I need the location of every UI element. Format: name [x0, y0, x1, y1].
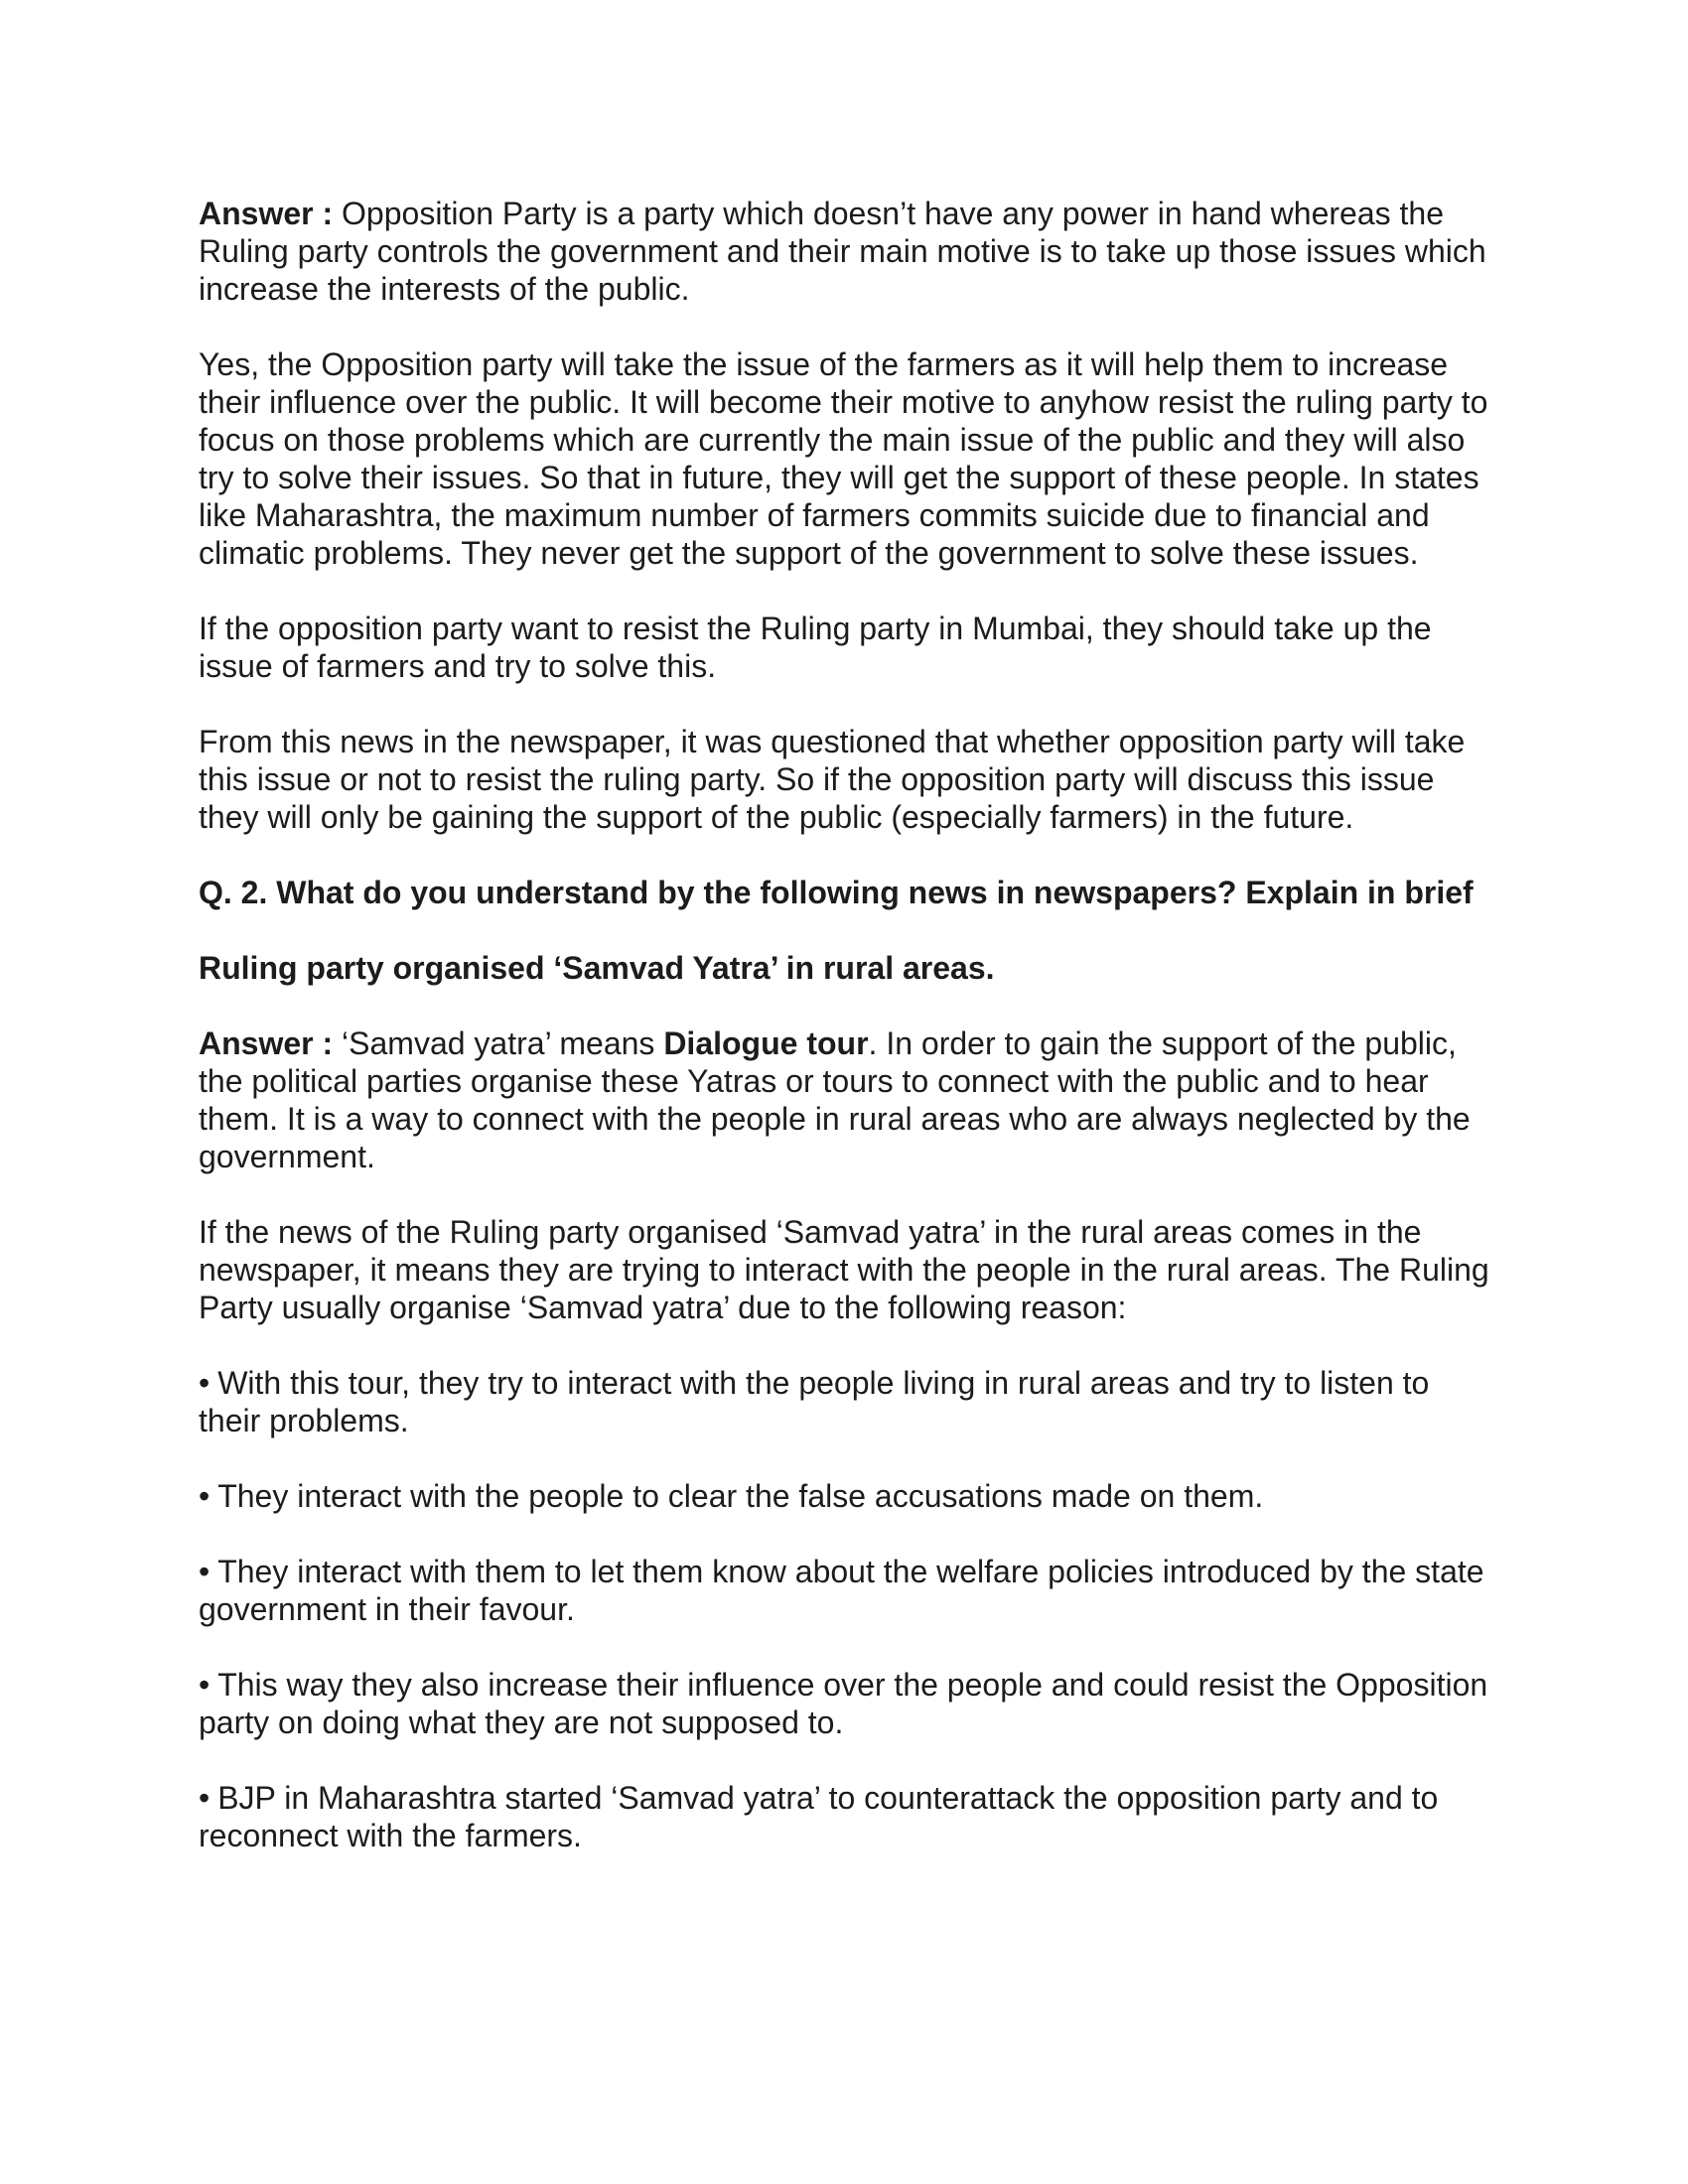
- news-headline: Ruling party organised ‘Samvad Yatra’ in rural areas.: [199, 950, 995, 986]
- bullet-mark: •: [199, 1365, 211, 1401]
- bullet-item: [199, 1477, 1489, 1515]
- bullet-item: [199, 1553, 1489, 1628]
- dialogue-tour-term: Dialogue tour: [663, 1025, 869, 1061]
- answer-2-text-before: ‘Samvad yatra’ means: [333, 1025, 664, 1061]
- bullet-text: They interact with the people to clear the false accusations made on them.: [217, 1478, 1264, 1514]
- bullet-mark: •: [199, 1478, 211, 1514]
- answer-label: Answer :: [199, 1025, 334, 1061]
- bullet-text: With this tour, they try to interact with the people living in rural areas and try to listen to their problems.: [199, 1365, 1430, 1438]
- reason-paragraph: If the news of the Ruling party organised ‘Samvad yatra’ in the rural areas comes in the newspaper, it means they are trying to interact with the people in the rural areas. The Ruling Party usually organise ‘Samvad yatra’ due to the following reason:: [199, 1214, 1489, 1325]
- bullet-mark: •: [199, 1780, 211, 1816]
- bullet-item: [199, 1364, 1489, 1439]
- bullet-text: This way they also increase their influence over the people and could resist the Opposition party on doing what they are not supposed to.: [199, 1667, 1488, 1740]
- answer-label: Answer :: [199, 196, 334, 231]
- document-page: [199, 195, 1489, 1892]
- question-2-heading: Q. 2. What do you understand by the following news in newspapers? Explain in brief: [199, 875, 1474, 910]
- answer-2-text-after: . In order to gain the support of the public, the political parties organise these Yatras or tours to connect with the public and to hear them. It is a way to connect with the people in rural areas who are always neglected by the government.: [199, 1025, 1471, 1174]
- bullet-mark: •: [199, 1554, 211, 1589]
- newspaper-paragraph: From this news in the newspaper, it was questioned that whether opposition party will take this issue or not to resist the ruling party. So if the opposition party will discuss this issue they will only be gaining the support of the public (especially farmers) in the future.: [199, 724, 1466, 835]
- mumbai-paragraph: If the opposition party want to resist the Ruling party in Mumbai, they should take up the issue of farmers and try to solve this.: [199, 611, 1432, 684]
- bullet-item: [199, 1666, 1489, 1741]
- opposition-farmers-paragraph: Yes, the Opposition party will take the issue of the farmers as it will help them to increase their influence over the public. It will become their motive to anyhow resist the ruling party to focus on those problems which are currently the main issue of the public and they will also try to solve their issues. So that in future, they will get the support of these people. In states like Maharashtra, the maximum number of farmers commits suicide due to financial and climatic problems. They never get the support of the government to solve these issues.: [199, 346, 1488, 571]
- bullet-item: [199, 1779, 1489, 1854]
- bullet-text: They interact with them to let them know about the welfare policies introduced by the state government in their favour.: [199, 1554, 1484, 1627]
- bullet-text: BJP in Maharashtra started ‘Samvad yatra’ to counterattack the opposition party and to reconnect with the farmers.: [199, 1780, 1439, 1853]
- answer-1-text: Opposition Party is a party which doesn’t have any power in hand whereas the Ruling party controls the government and their main motive is to take up those issues which increase the interests of the public.: [199, 196, 1486, 307]
- bullet-mark: •: [199, 1667, 211, 1703]
- answer-1-paragraph: [199, 195, 1489, 308]
- answer-2-paragraph: [199, 1024, 1489, 1175]
